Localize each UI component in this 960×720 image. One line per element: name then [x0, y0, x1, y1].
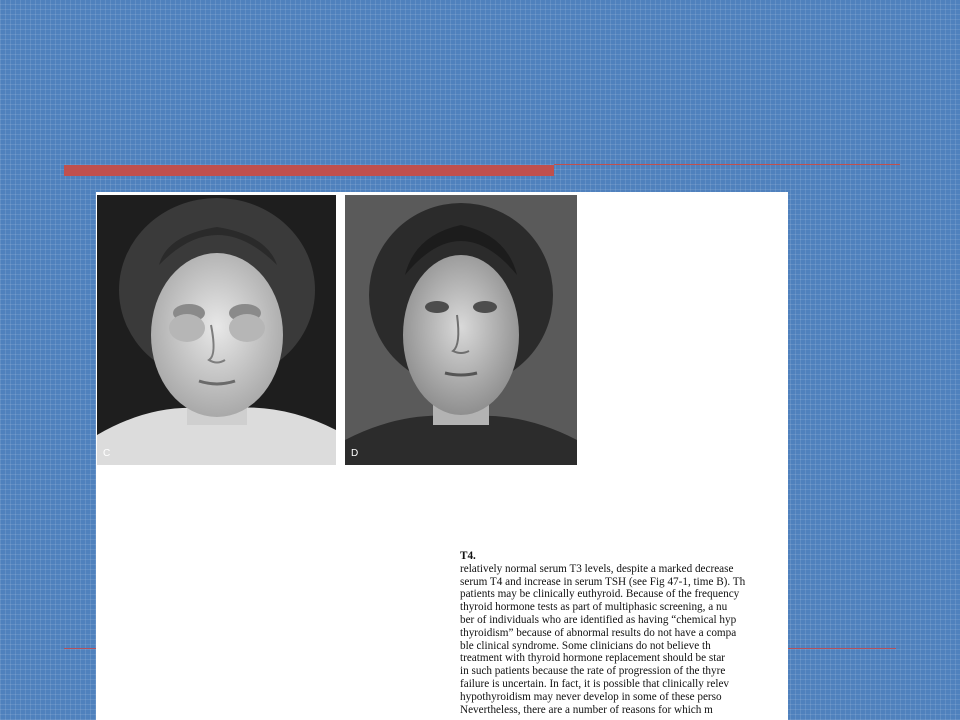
textbook-paragraph: [460, 550, 788, 716]
photo-label-d: D: [351, 448, 359, 459]
scanned-textbook-page: [96, 192, 788, 720]
text-line: thyroidism” because of abnormal results do not have a compa: [460, 626, 737, 639]
text-line: T4.: [460, 550, 476, 562]
text-line: ber of individuals who are identified as having “chemical hyp: [460, 613, 737, 626]
patient-face-photo-icon: [345, 195, 577, 465]
title-accent-line: [554, 164, 900, 165]
photo-label-c: C: [103, 448, 111, 459]
patient-photo-after: [345, 195, 577, 465]
text-line: patients may be clinically euthyroid. Because of the frequency: [460, 588, 740, 601]
title-accent-bar: [64, 165, 554, 176]
footer-accent-line-right: [788, 648, 896, 649]
patient-photo-before: [97, 195, 336, 465]
text-line: treatment with thyroid hormone replacement should be star: [460, 652, 726, 665]
text-line: thyroid hormone tests as part of multiphasic screening, a nu: [460, 601, 728, 614]
text-line: Nevertheless, there are a number of reasons for which m: [460, 703, 713, 716]
text-line: failure is uncertain. In fact, it is possible that clinically relev: [460, 677, 730, 690]
text-line: hypothyroidism may never develop in some of these perso: [460, 690, 722, 703]
text-line: ble clinical syndrome. Some clinicians do not believe th: [460, 639, 711, 652]
text-line: relatively normal serum T3 levels, despite a marked decrease: [460, 562, 734, 575]
footer-accent-line-left: [64, 648, 98, 649]
text-line: in such patients because the rate of progression of the thyre: [460, 665, 726, 678]
text-line: serum T4 and increase in serum TSH (see Fig 47-1, time B). Th: [460, 575, 746, 588]
patient-face-photo-icon: [97, 195, 336, 465]
